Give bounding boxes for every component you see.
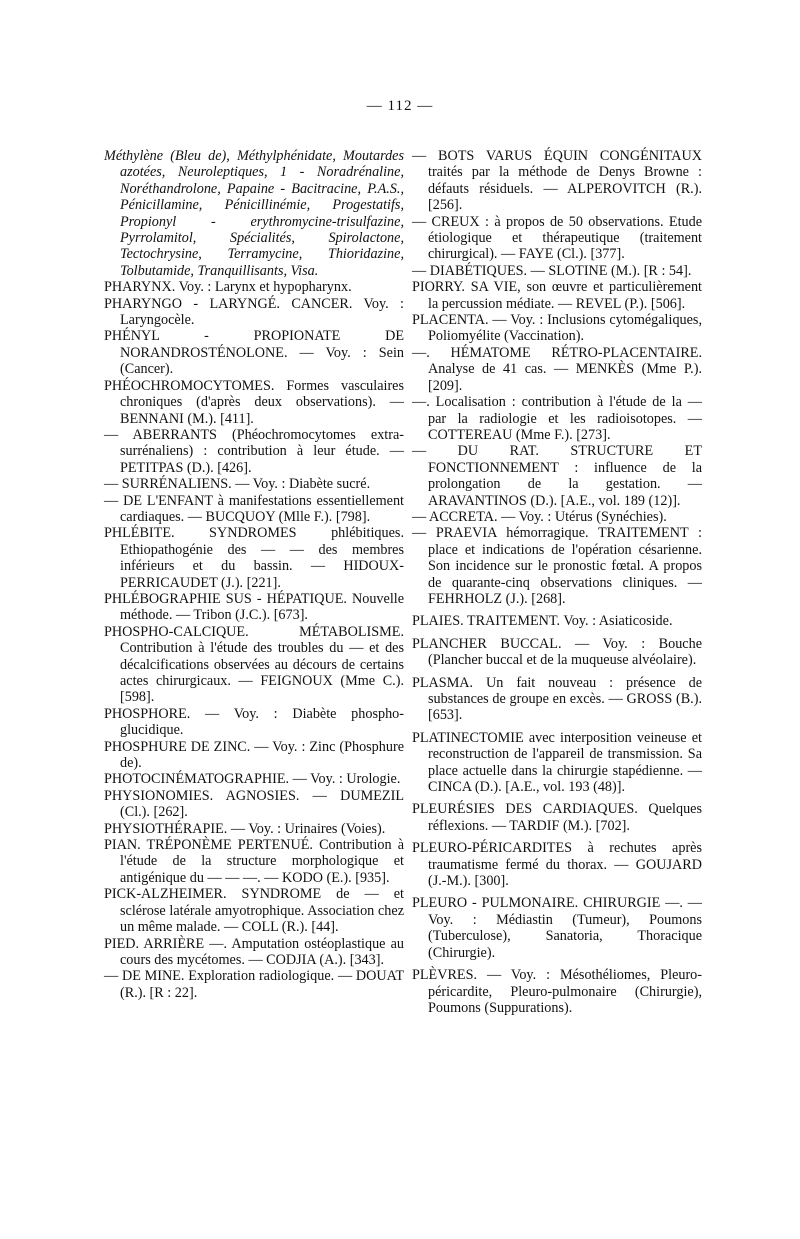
index-entry: PHARYNGO - LARYNGÉ. CANCER. Voy. : Laryngocèle.	[104, 295, 404, 329]
index-entry: — DIABÉTIQUES. — SLOTINE (M.). [R : 54].	[412, 262, 692, 279]
index-entry: PHARYNX. Voy. : Larynx et hypopharynx.	[104, 279, 352, 296]
index-entry: PIORRY. SA VIE, son œuvre et particulièrement la percussion médiate. — REVEL (P.). [506].	[412, 279, 702, 312]
index-entry: PLÈVRES. — Voy. : Mésothéliomes, Pleuro-péricardite, Pleuro-pulmonaire (Chirurgie), Poumons (Suppurations).	[412, 967, 702, 1016]
index-entry: Méthylène (Bleu de), Méthylphénidate, Moutardes azotées, Neuroleptiques, 1 - Noradrénaline, Noréthandrolone, Papaine - Bacitracine, P.A.S., Pénicillamine, Pénicillinémie, Progestatifs, Propionyl - erythromycine-trisulfazine, Pyrrolamitol, Spécialités, Spirolactone, Tectochrysine, Terramycine, Thioridazine, Tolbutamide, Tranquillisants, Visa.	[104, 148, 404, 279]
index-entry: PHÉOCHROMOCYTOMES. Formes vasculaires chroniques (d'après deux observations). — BENNANI (M.). [411].	[104, 377, 404, 427]
index-entry: PLATINECTOMIE avec interposition veineuse et reconstruction de l'appareil de transmission. Sa place actuelle dans la chirurgie stapédienne. — CINCA (D.). [A.E., vol. 193 (48)].	[412, 729, 702, 796]
index-entry: — PRAEVIA hémorragique. TRAITEMENT : place et indications de l'opération césarienne. Son incidence sur le pronostic fœtal. A propos de quarante-cinq observations cliniques. — FEHRHOLZ (J.). [268].	[412, 525, 702, 607]
index-entry: PLEURÉSIES DES CARDIAQUES. Quelques réflexions. — TARDIF (M.). [702].	[412, 801, 702, 834]
index-entry: PHYSIONOMIES. AGNOSIES. — DUMEZIL (Cl.). [262].	[104, 787, 404, 821]
index-entry: PLACENTA. — Voy. : Inclusions cytomégaliques, Poliomyélite (Vaccination).	[412, 312, 702, 345]
index-entry: PIAN. TRÉPONÈME PERTENUÉ. Contribution à l'étude de la structure morphologique et antigénique du — — —. — KODO (E.). [935].	[104, 837, 404, 886]
left-column	[104, 148, 404, 1001]
index-entry: — DE L'ENFANT à manifestations essentiellement cardiaques. — BUCQUOY (Mlle F.). [798].	[104, 492, 404, 525]
index-entry: PHÉNYL - PROPIONATE DE NORANDROSTÉNOLONE. — Voy. : Sein (Cancer).	[104, 328, 404, 378]
index-entry: PLEURO-PÉRICARDITES à rechutes après traumatisme fermé du thorax. — GOUJARD (J.-M.). [300].	[412, 840, 702, 890]
index-entry: — SURRÉNALIENS. — Voy. : Diabète sucré.	[104, 476, 371, 493]
index-entry: PHOTOCINÉMATOGRAPHIE. — Voy. : Urologie.	[104, 771, 401, 788]
index-entry: PLASMA. Un fait nouveau : présence de substances de groupe en excès. — GROSS (B.). [653].	[412, 674, 702, 724]
index-entry: — ABERRANTS (Phéochromocytomes extra-surrénaliens) : contribution à leur étude. — PETITPAS (D.). [426].	[104, 426, 404, 476]
page-number: — 112 —	[366, 98, 434, 114]
index-entry: —. HÉMATOME RÉTRO-PLACENTAIRE. Analyse de 41 cas. — MENKÈS (Mme P.). [209].	[412, 344, 702, 394]
index-entry: — CREUX : à propos de 50 observations. Etude étiologique et thérapeutique (traitement chirurgical). — FAYE (Cl.). [377].	[412, 213, 702, 263]
index-entry: PHLÉBOGRAPHIE SUS - HÉPATIQUE. Nouvelle méthode. — Tribon (J.C.). [673].	[104, 590, 404, 624]
index-entry: PLEURO - PULMONAIRE. CHIRURGIE —. — Voy. : Médiastin (Tumeur), Poumons (Tuberculose), Sanatoria, Thoracique (Chirurgie).	[412, 895, 702, 961]
index-entry: — BOTS VARUS ÉQUIN CONGÉNITAUX traités par la méthode de Denys Browne : défauts résiduels. — ALPEROVITCH (R.). [256].	[412, 148, 702, 214]
index-entry: PHLÉBITE. SYNDROMES phlébitiques. Ethiopathogénie des — — des membres inférieurs et du bassin. — HIDOUX-PERRICAUDET (J.). [221].	[104, 525, 404, 591]
index-entry: PHOSPHURE DE ZINC. — Voy. : Zinc (Phosphure de).	[104, 738, 404, 772]
index-entry: PICK-ALZHEIMER. SYNDROME de — et sclérose latérale amyotrophique. Association chez un même malade. — COLL (R.). [44].	[104, 886, 404, 936]
index-entry: PLAIES. TRAITEMENT. Voy. : Asiaticoside.	[412, 613, 673, 630]
index-entry: — DE MINE. Exploration radiologique. — DOUAT (R.). [R : 22].	[104, 968, 404, 1001]
index-entry: PHOSPHORE. — Voy. : Diabète phospho-glucidique.	[104, 705, 404, 739]
index-entry: —. Localisation : contribution à l'étude de la — par la radiologie et les radioisotopes. — COTTEREAU (Mme F.). [273].	[412, 394, 702, 443]
index-entry: — DU RAT. STRUCTURE ET FONCTIONNEMENT : influence de la prolongation de la gestation. — ARAVANTINOS (D.). [A.E., vol. 189 (12)].	[412, 443, 702, 509]
index-entry: PIED. ARRIÈRE —. Amputation ostéoplastique au cours des mycétomes. — CODJIA (A.). [343].	[104, 935, 404, 968]
index-entry: PLANCHER BUCCAL. — Voy. : Bouche (Plancher buccal et de la muqueuse alvéolaire).	[412, 635, 702, 669]
right-column	[412, 148, 702, 1016]
index-entry: PHOSPHO-CALCIQUE. MÉTABOLISME. Contribution à l'étude des troubles du — et des décalcifications observées au décours de certains actes chirurgicaux. — FEIGNOUX (Mme C.). [598].	[104, 623, 404, 706]
index-entry: — ACCRETA. — Voy. : Utérus (Synéchies).	[412, 508, 667, 525]
index-entry: PHYSIOTHÉRAPIE. — Voy. : Urinaires (Voies).	[104, 820, 386, 837]
